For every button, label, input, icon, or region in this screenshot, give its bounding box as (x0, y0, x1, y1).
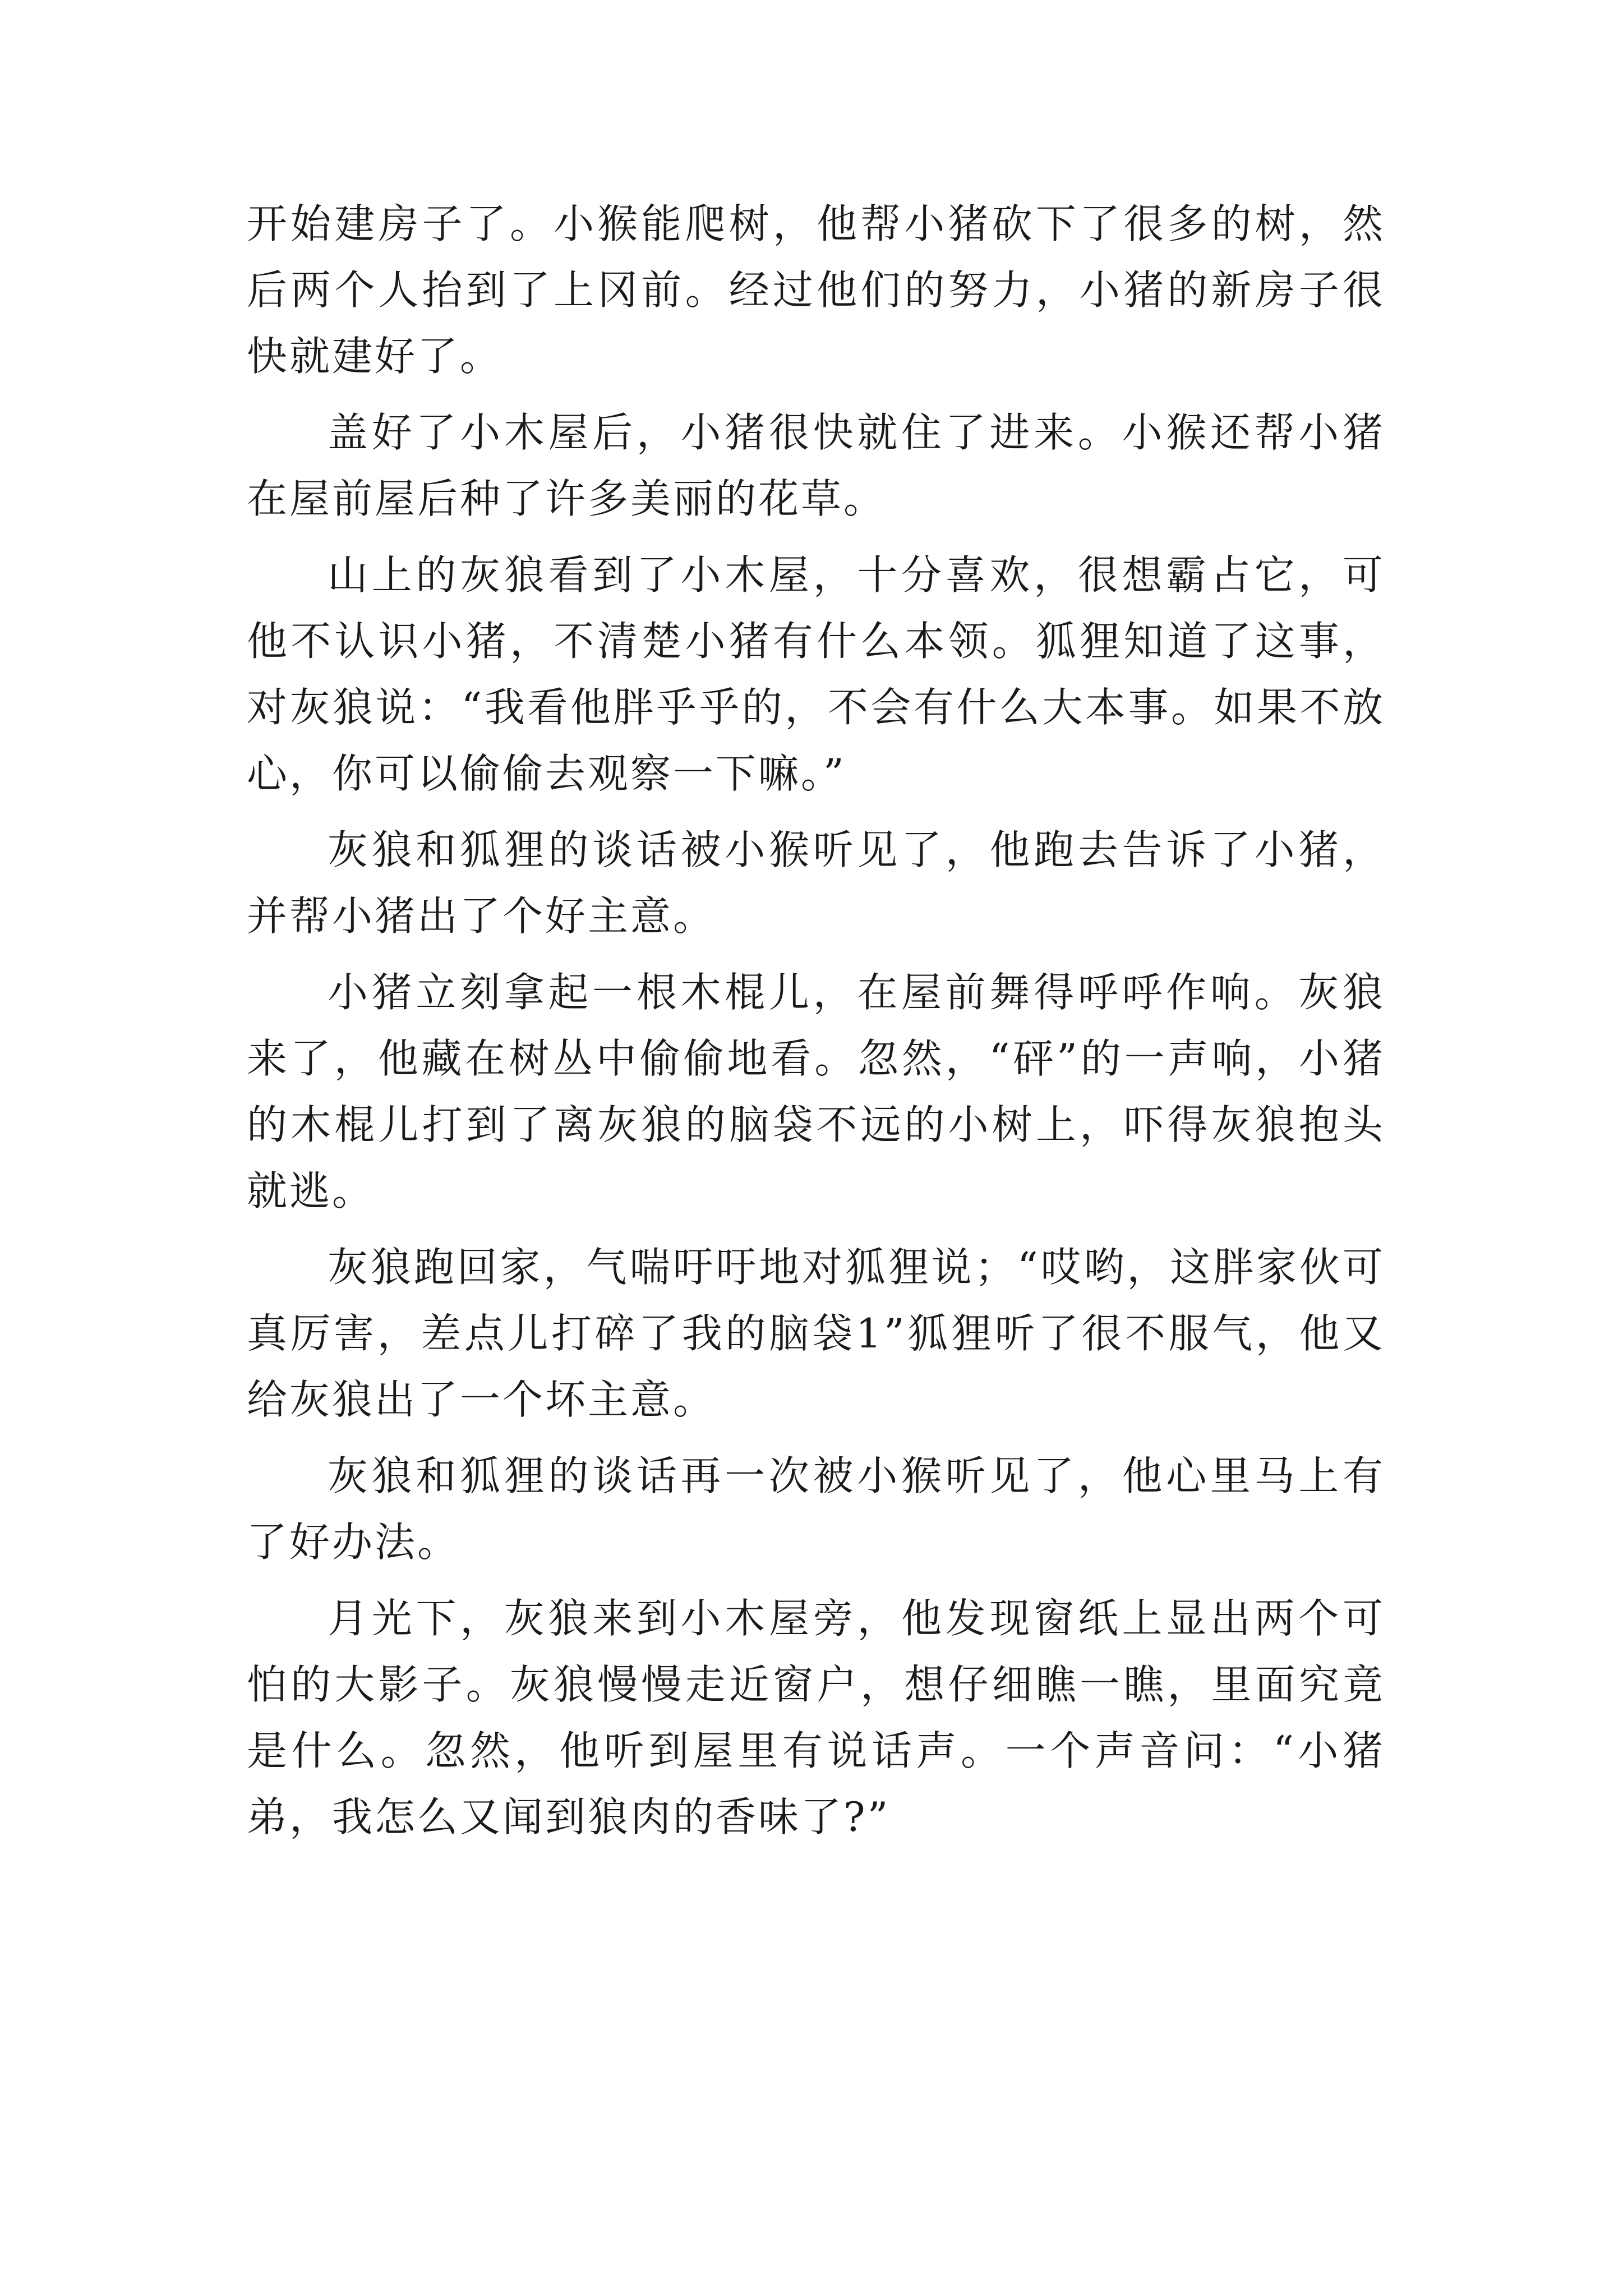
paragraph-2: 盖好了小木屋后，小猪很快就住了进来。小猴还帮小猪在屋前屋后种了许多美丽的花草。 (247, 409, 1385, 522)
paragraph-4: 灰狼和狐狸的谈话被小猴听见了，他跑去告诉了小猪，并帮小猪出了个好主意。 (247, 826, 1385, 940)
paragraph-1: 开始建房子了。小猴能爬树，他帮小猪砍下了很多的树，然后两个人抬到了上冈前。经过他们的努力，小猪的新房子很快就建好了。 (247, 200, 1385, 380)
paragraph-3: 山上的灰狼看到了小木屋，十分喜欢，很想霸占它，可他不认识小猪，不清楚小猪有什么本领。狐狸知道了这事，对灰狼说：“我看他胖乎乎的，不会有什么大本事。如果不放心，你可以偷偷去观察一下嘛。” (247, 551, 1385, 797)
story-text (247, 191, 1385, 1860)
paragraph-5: 小猪立刻拿起一根木棍儿，在屋前舞得呼呼作响。灰狼来了，他藏在树丛中偷偷地看。忽然，“砰”的一声响，小猪的木棍儿打到了离灰狼的脑袋不远的小树上，吓得灰狼抱头就逃。 (247, 969, 1385, 1214)
paragraph-7: 灰狼和狐狸的谈话再一次被小猴听见了，他心里马上有了好办法。 (247, 1452, 1385, 1566)
paragraph-8: 月光下，灰狼来到小木屋旁，他发现窗纸上显出两个可怕的大影子。灰狼慢慢走近窗户，想仔细瞧一瞧，里面究竟是什么。忽然，他听到屋里有说话声。一个声音问：“小猪弟，我怎么又闻到狼肉的香味了?” (247, 1595, 1385, 1841)
paragraph-6: 灰狼跑回家，气喘吁吁地对狐狸说；“哎哟，这胖家伙可真厉害，差点儿打碎了我的脑袋1”狐狸听了很不服气，他又给灰狼出了一个坏主意。 (247, 1244, 1385, 1423)
